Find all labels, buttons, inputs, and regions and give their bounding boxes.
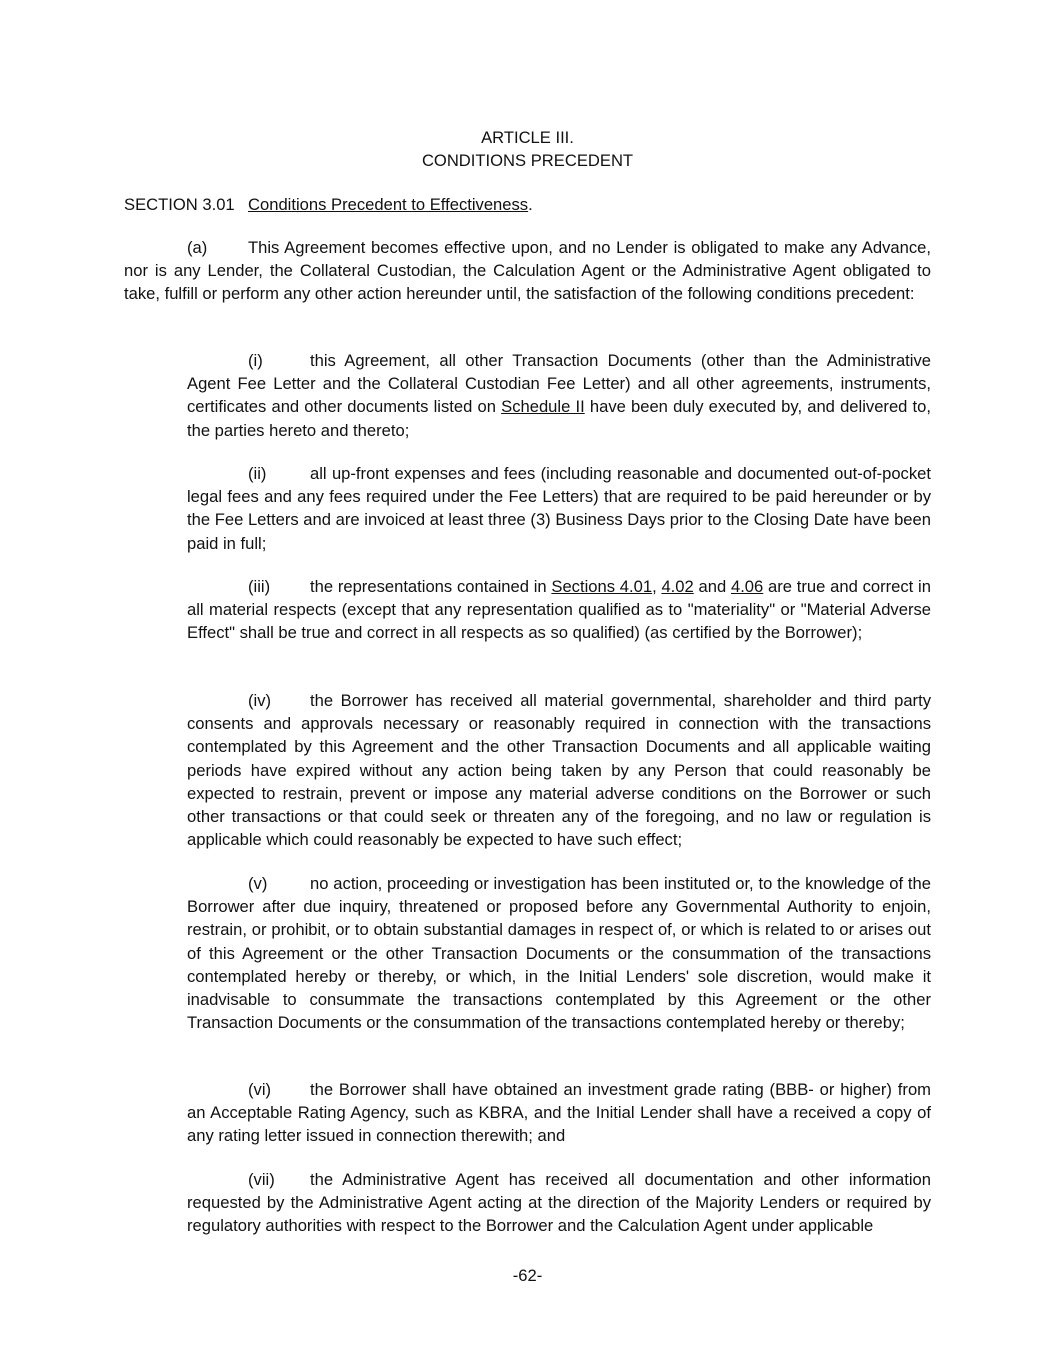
clause-label: (v)	[248, 874, 268, 893]
section-number: SECTION 3.01	[124, 195, 235, 214]
clause-i	[187, 349, 931, 442]
clause-text: the representations contained in	[310, 577, 552, 596]
clause-iii	[187, 575, 931, 645]
clause-label: (vi)	[248, 1080, 272, 1099]
clause-text: all up-front expenses and fees (including reasonable and documented out-of-pocket legal fees and any fees required under the Fee Letters) that are required to be paid hereunder or by the Fee Letters and are invoiced at least three (3) Business Days prior to the Closing Date have been paid in full;	[187, 464, 931, 553]
section-reference-4-06: 4.06	[730, 577, 764, 596]
clause-label: (ii)	[248, 464, 267, 483]
separator: and	[693, 577, 731, 596]
clause-vi	[187, 1078, 931, 1148]
clause-label: (iv)	[248, 691, 272, 710]
section-title-suffix: .	[528, 195, 533, 214]
article-heading	[0, 126, 1055, 172]
clause-label: (vii)	[248, 1170, 275, 1189]
schedule-reference: Schedule II	[501, 397, 585, 417]
clause-text-continued: have been duly executed by, and delivered to, the parties hereto and thereto;	[187, 397, 932, 440]
clause-iv	[187, 689, 931, 851]
clause-v	[187, 872, 931, 1034]
clause-text: the Administrative Agent has received all documentation and other information requested by the Administrative Agent acting at the direction of the Majority Lenders or required by regulatory authorities with respect to the Borrower and the Calculation Agent under applicable	[187, 1170, 931, 1236]
paragraph-text: This Agreement becomes effective upon, and no Lender is obligated to make any Advance, nor is any Lender, the Collateral Custodian, the Calculation Agent or the Administrative Agent obligated to take, fulfill or perform any other action hereunder until, the satisfaction of the following conditions precedent:	[124, 238, 931, 304]
separator: ,	[652, 577, 662, 596]
section-heading	[124, 193, 533, 216]
article-number: ARTICLE III.	[481, 128, 574, 147]
clause-text: no action, proceeding or investigation has been instituted or, to the knowledge of the Borrower after due inquiry, threatened or proposed before any Governmental Authority to enjoin, restrain, or prohibit, or to obtain substantial damages in respect of, or which is related to or arises out of this Agreement or the other Transaction Documents or the consummation of the transactions contemplated hereby or thereby, or which, in the Initial Lenders' sole discretion, would make it inadvisable to consummate the transactions contemplated by this Agreement or the other Transaction Documents or the consummation of the transactions contemplated hereby or thereby;	[187, 874, 931, 1033]
clause-text: the Borrower shall have obtained an investment grade rating (BBB- or higher) from an Acceptable Rating Agency, such as KBRA, and the Initial Lender shall have a received a copy of any rating letter issued in connection therewith; and	[187, 1080, 931, 1146]
page-number: -62-	[512, 1266, 543, 1285]
paragraph-a	[124, 236, 931, 306]
section-reference-4-02: 4.02	[661, 577, 694, 596]
clause-text: the Borrower has received all material governmental, shareholder and third party consents and approvals necessary or reasonably required in connection with the transactions contemplated by this Agreement and the other Transaction Documents and all applicable waiting periods have expired without any action being taken by any Person that could reasonably be expected to restrain, prevent or impose any material adverse conditions on the Borrower or such other transactions or that could seek or threaten any of the foregoing, and no law or regulation is applicable which could reasonably be expected to have such effect;	[187, 691, 931, 850]
paragraph-label: (a)	[187, 238, 208, 257]
clause-ii	[187, 462, 931, 555]
clause-label: (iii)	[248, 577, 271, 596]
section-title: Conditions Precedent to Effectiveness	[248, 195, 529, 214]
clause-label: (i)	[248, 351, 263, 370]
clause-text-continued: are true and correct in all material respects (except that any representation qualified as to "materiality" or "Material Adverse Effect" shall be true and correct in all respects as so qualified) (as certified by the Borrower);	[187, 577, 931, 643]
section-reference-4-01: Sections 4.01	[551, 577, 653, 596]
clause-text: this Agreement, all other Transaction Documents (other than the Administrative Agent Fee Letter and the Collateral Custodian Fee Letter) and all other agreements, instruments, certificates and other documents listed on	[187, 351, 931, 417]
clause-vii	[187, 1168, 931, 1238]
article-title: CONDITIONS PRECEDENT	[421, 151, 634, 170]
